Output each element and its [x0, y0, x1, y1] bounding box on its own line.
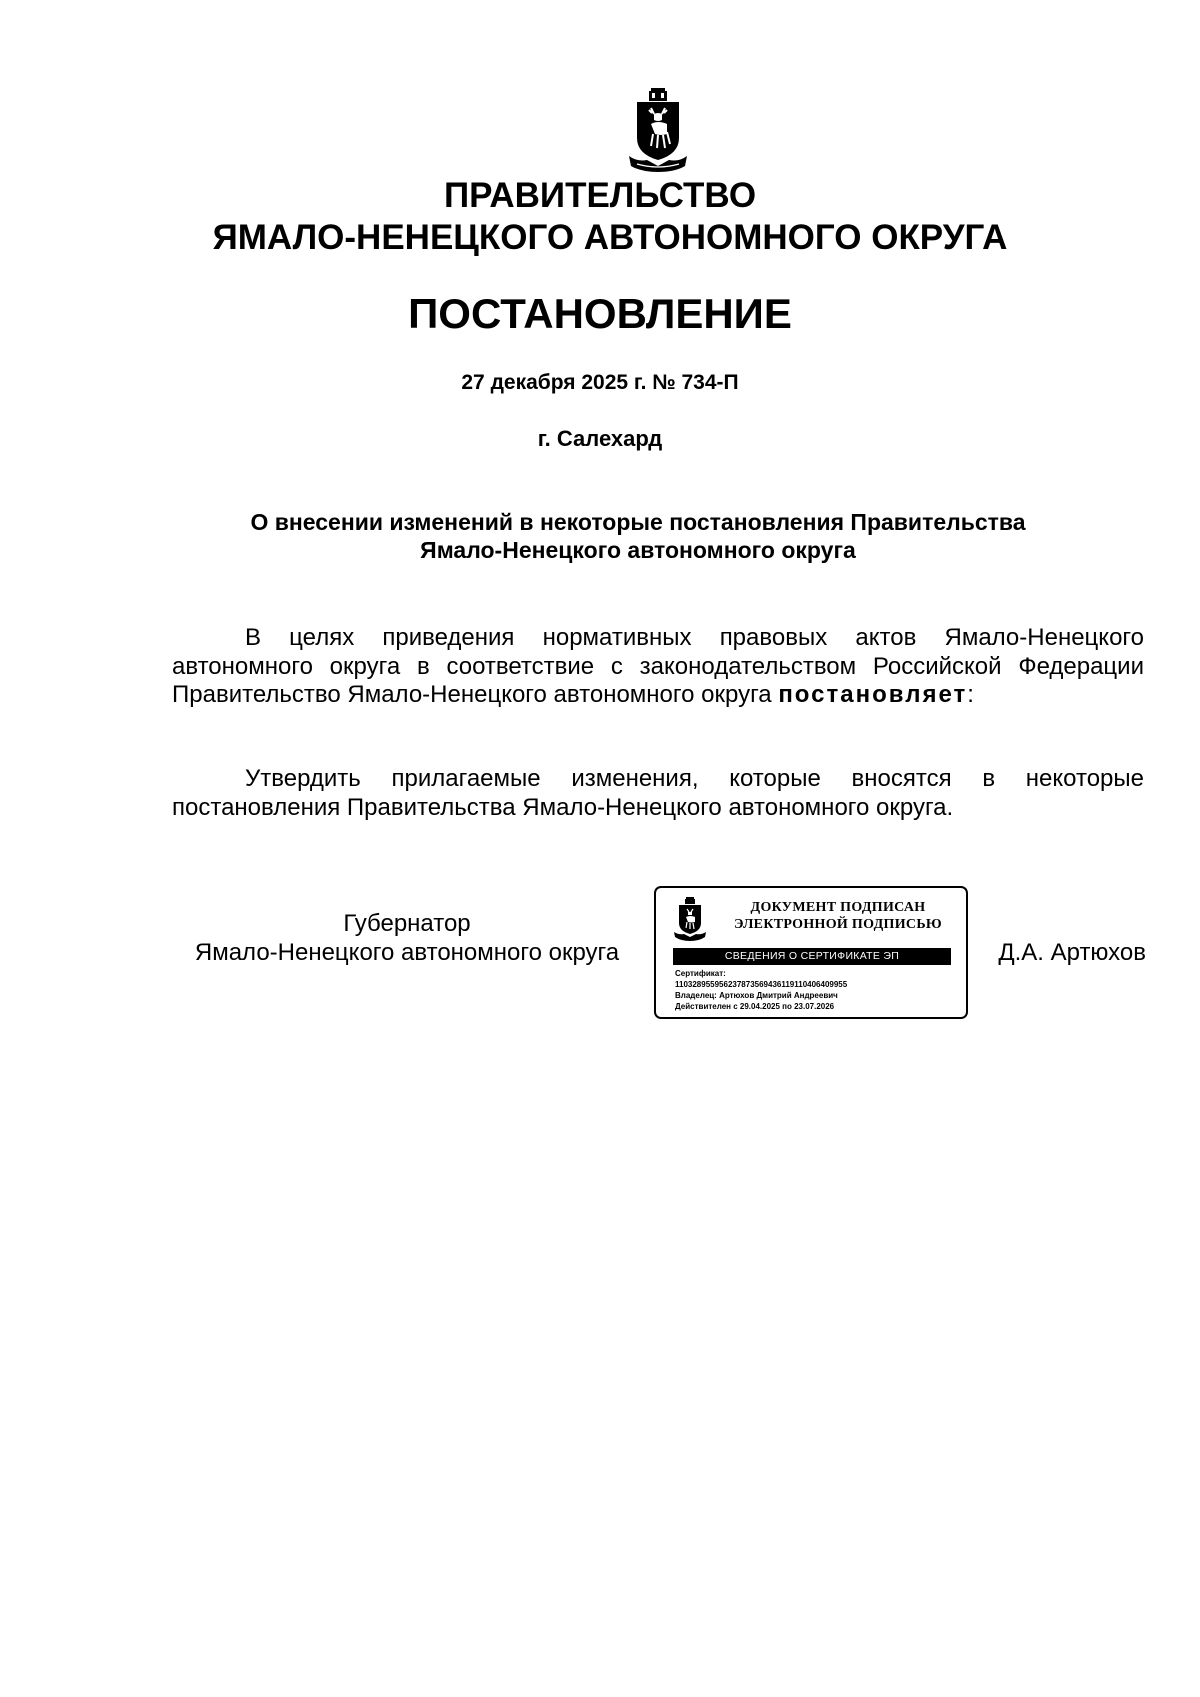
- resolution-keyword: постановляет: [778, 681, 968, 708]
- certificate-validity: Действителен с 29.04.2025 по 23.07.2026: [675, 1002, 835, 1011]
- document-city: г. Салехард: [537, 426, 663, 451]
- signer-name: Д.А. Артюхов: [998, 939, 1146, 966]
- document-subject: [172, 508, 1104, 564]
- government-name-line1: ПРАВИТЕЛЬСТВО: [443, 176, 757, 215]
- government-name-line2: ЯМАЛО-НЕНЕЦКОГО АВТОНОМНОГО ОКРУГА: [212, 218, 1008, 257]
- signer-title-line1: Губернатор: [343, 910, 471, 937]
- body-paragraph-2: Утвердить прилагаемые изменения, которые вносятся в некоторые постановления Правительства Ямало-Ненецкого автономного округа.: [172, 765, 1144, 821]
- stamp-heading-line2: ЭЛЕКТРОННОЙ ПОДПИСЬЮ: [734, 917, 942, 932]
- paragraph-1-text: В целях приведения нормативных правовых актов Ямало-Ненецкого автономного округа в соответствие с законодательством Российской Федерации Правительство Ямало-Ненецкого автономного округа: [172, 624, 1144, 708]
- certificate-owner: Владелец: Артюхов Дмитрий Андреевич: [675, 991, 838, 1000]
- document-date-number: 27 декабря 2025 г. № 734-П: [461, 371, 739, 394]
- coat-of-arms-icon: [627, 86, 689, 176]
- subject-line2: Ямало-Ненецкого автономного округа: [420, 537, 856, 563]
- subject-line1: О внесении изменений в некоторые постановления Правительства: [250, 509, 1026, 535]
- certificate-label: Сертификат:: [675, 969, 726, 978]
- paragraph-1-end: :: [967, 681, 974, 708]
- stamp-coat-of-arms-icon: [673, 896, 707, 942]
- document-type: ПОСТАНОВЛЕНИЕ: [408, 290, 792, 337]
- signer-title-line2: Ямало-Ненецкого автономного округа: [194, 939, 620, 966]
- electronic-signature-stamp: [654, 886, 968, 1019]
- certificate-details: [675, 968, 960, 1012]
- body-paragraph-1: [172, 624, 1144, 710]
- certificate-info-bar: СВЕДЕНИЯ О СЕРТИФИКАТЕ ЭП: [673, 948, 951, 965]
- stamp-heading-line1: ДОКУМЕНТ ПОДПИСАН: [750, 900, 926, 915]
- signer-title: [172, 909, 642, 967]
- stamp-heading: [718, 899, 958, 933]
- certificate-number: 110328955956237873569436119110406409955: [675, 980, 848, 989]
